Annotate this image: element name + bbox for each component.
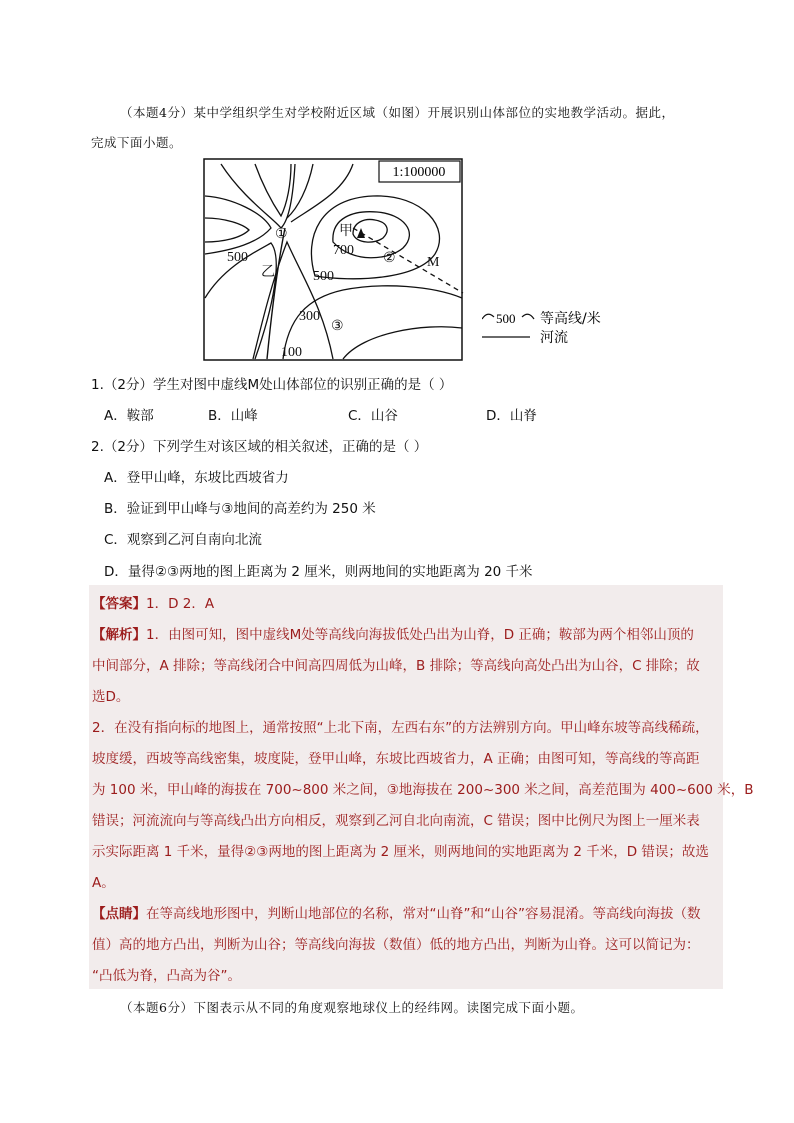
question-intro-line1: （本题4分）某中学组织学生对学校附近区域（如图）开展识别山体部位的实地教学活动。据此， <box>120 105 675 120</box>
q2-option-c[interactable]: C．观察到乙河自南向北流 <box>104 532 262 548</box>
q1-option-a[interactable]: A．鞍部 <box>104 408 154 424</box>
analysis-line-1: 【解析】1．由图可知，图中虚线M处等高线向海拔低处凸出为山脊，D 正确；鞍部为两个相邻山顶的 <box>92 627 694 643</box>
question-intro-line2: 完成下面小题。 <box>91 135 183 150</box>
label-peak-jia: 甲 <box>339 224 353 239</box>
q2-option-d[interactable]: D．量得②③两地的图上距离为 2 厘米，则两地间的实地距离为 20 千米 <box>104 564 533 580</box>
q1-option-b[interactable]: B．山峰 <box>208 408 258 424</box>
label-100: 100 <box>281 345 302 360</box>
map-legend <box>482 305 622 345</box>
q2-option-a[interactable]: A．登甲山峰，东坡比西坡省力 <box>104 470 289 486</box>
analysis-line-9: A。 <box>92 875 115 891</box>
label-700: 700 <box>333 243 354 258</box>
next-question-intro: （本题6分）下图表示从不同的角度观察地球仪上的经纬网。读图完成下面小题。 <box>120 1000 584 1015</box>
analysis-tag: 【解析】 <box>92 627 146 643</box>
answer-text: 1．D 2．A <box>146 596 215 612</box>
q2-option-b[interactable]: B．验证到甲山峰与③地间的高差约为 250 米 <box>104 501 376 517</box>
analysis-line-2: 中间部分，A 排除；等高线闭合中间高四周低为山峰，B 排除；等高线向高处凸出为山谷，C 排除；故 <box>92 658 700 674</box>
q1-option-d[interactable]: D．山脊 <box>486 408 537 424</box>
q2-stem: 2.（2分）下列学生对该区域的相关叙述，正确的是（ ） <box>91 439 428 455</box>
analysis-line-8: 示实际距离 1 千米，量得②③两地的图上距离为 2 厘米，则两地间的实地距离为 2 千米，D 错误；故选 <box>92 844 709 860</box>
dianjing-tag: 【点睛】 <box>92 906 146 922</box>
dianjing-line-3: “凸低为脊，凸高为谷”。 <box>92 968 241 984</box>
q1-stem: 1.（2分）学生对图中虚线M处山体部位的识别正确的是（ ） <box>91 377 453 393</box>
dianjing-line-2: 值）高的地方凸出，判断为山谷；等高线向海拔（数值）低的地方凸出，判断为山脊。这可以简记为： <box>92 937 700 953</box>
analysis-line-7: 错误；河流流向与等高线凸出方向相反，观察到乙河自北向南流，C 错误；图中比例尺为图上一厘米表 <box>92 813 700 829</box>
label-300: 300 <box>299 309 320 324</box>
label-m: M <box>427 255 440 270</box>
label-point-2: ② <box>383 251 396 266</box>
label-500-left: 500 <box>227 250 248 265</box>
analysis-line-4: 2．在没有指向标的地图上，通常按照“上北下南，左西右东”的方法辨别方向。甲山峰东坡等高线稀疏， <box>92 720 709 736</box>
label-river-yi: 乙 <box>261 265 275 280</box>
label-point-3: ③ <box>331 319 344 334</box>
legend-river-label: 河流 <box>540 330 568 345</box>
answer-tag: 【答案】 <box>92 596 146 612</box>
analysis-line-6: 为 100 米，甲山峰的海拔在 700~800 米之间，③地海拔在 200~300 米之间，高差范围为 400~600 米，B <box>92 782 754 798</box>
q1-option-c[interactable]: C．山谷 <box>348 408 398 424</box>
legend-contour-label: 等高线/米 <box>540 311 601 327</box>
analysis-line-3: 选D。 <box>92 689 130 705</box>
label-point-1: ① <box>275 227 288 242</box>
label-500-right: 500 <box>313 269 334 284</box>
answer-line <box>92 592 214 612</box>
analysis-line-5: 坡度缓，西坡等高线密集，坡度陡，登甲山峰，东坡比西坡省力，A 正确；由图可知，等高线的等高距 <box>92 751 700 767</box>
scale-text: 1:100000 <box>392 165 446 180</box>
dianjing-line-1: 【点睛】在等高线地形图中，判断山地部位的名称，常对“山脊”和“山谷”容易混淆。等高线向海拔（数 <box>92 906 701 922</box>
legend-contour-sample: 500 <box>496 311 516 326</box>
